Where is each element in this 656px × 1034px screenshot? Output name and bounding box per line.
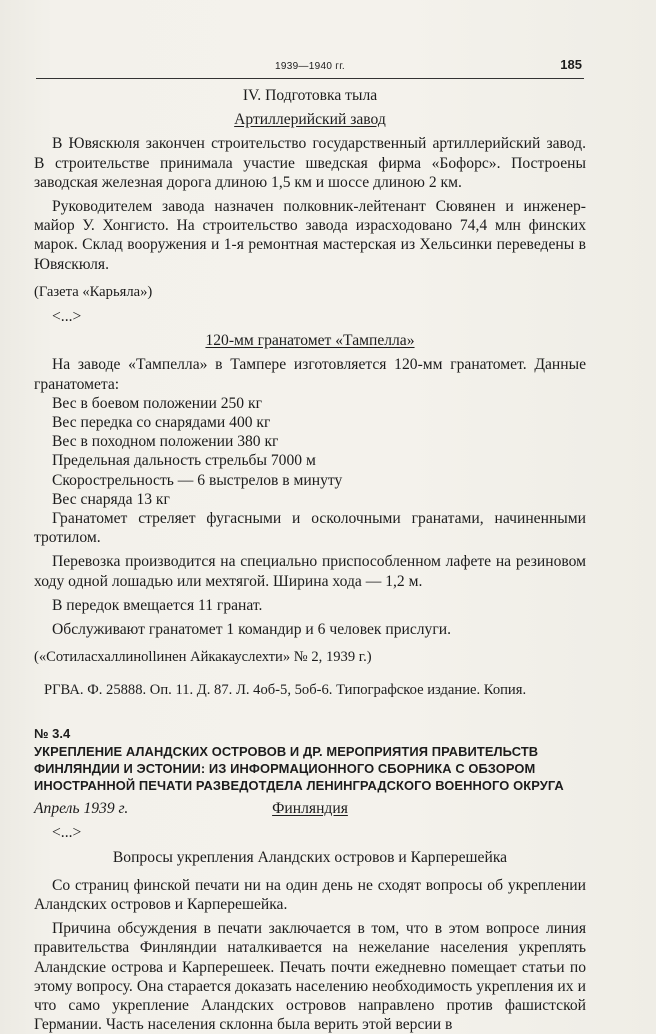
running-header — [36, 56, 584, 79]
source-note: (Газета «Карьяла») — [34, 283, 153, 300]
paragraph: Руководителем завода назначен полковник-лейтенант Сювянен и инженер-майор У. Хонгисто. На строительство завода израсходовано 74,4 млн финских марок. Склад вооружения и 1-я ремонтная мастерская из Хельсинки переведены в Ювяскюля. — [34, 198, 586, 273]
document-title: УКРЕПЛЕНИЕ АЛАНДСКИХ ОСТРОВОВ И ДР. МЕРОПРИЯТИЯ ПРАВИТЕЛЬСТВ ФИНЛЯНДИИ И ЭСТОНИИ: ИЗ ИНФОРМАЦИОННОГО СБОРНИКА С ОБЗОРОМ ИНОСТРАННОЙ ПЕЧАТИ РАЗВЕДОТДЕЛА ЛЕНИНГРАДСКОГО ВОЕННОГО ОКРУГА — [34, 743, 564, 793]
paragraph: Со страниц финской печати ни на один день не сходят вопросы об укреплении Аландских островов и Карперешейка. — [34, 876, 586, 913]
paragraph: На заводе «Тампелла» в Тампере изготовляется 120-мм гранатомет. Данные гранатомета: — [34, 356, 586, 393]
page-number: 185 — [560, 57, 582, 72]
subheading-mortar: 120-мм гранатомет «Тампелла» — [205, 332, 415, 350]
paragraph: Перевозка производится на специально приспособленном лафете на резиновом ходу одной лошадью или мехтягой. Ширина хода — 1,2 м. — [34, 553, 586, 590]
subheading-artillery-plant: Артиллерийский завод — [234, 111, 386, 129]
spec-line: Вес в боевом положении 250 кг — [52, 394, 262, 412]
document-number: № 3.4 — [34, 725, 71, 741]
spec-line: Предельная дальность стрельбы 7000 м — [52, 452, 316, 470]
page-body — [34, 86, 586, 1034]
text-line: В передок вмещается 11 гранат. — [52, 596, 263, 614]
running-title: 1939—1940 гг. — [274, 61, 346, 72]
source-note: («Сотиласхаллинollинен Айкакауслехти» № 2, 1939 г.) — [34, 649, 372, 666]
spec-line: Вес снаряда 13 кг — [52, 490, 170, 508]
spec-line: Вес передка со снарядами 400 кг — [52, 414, 271, 432]
paragraph: Причина обсуждения в печати заключается в том, что в этом вопросе линия правительства Финляндии наталкивается на нежелание населения укреплять Аландские острова и Карперешеек. Печать почти ежедневно помещает статьи по этому вопросу. Она старается доказать населению необходимость укрепления их и что само укрепление Аландских островов направлено против фашистской Германии. Часть населения склонна была верить этой версии в — [34, 920, 586, 1034]
document-date: Апрель 1939 г. — [34, 799, 129, 817]
spec-line: Вес в походном положении 380 кг — [52, 433, 279, 451]
country-heading: Финляндия — [272, 800, 348, 818]
text-line: Обслуживают гранатомет 1 командир и 6 человек прислуги. — [52, 621, 451, 639]
document-subheading: Вопросы укрепления Аландских островов и Карперешейка — [112, 848, 508, 866]
omission-mark: <...> — [52, 308, 82, 326]
omission-mark: <...> — [52, 824, 82, 842]
archive-reference: РГВА. Ф. 25888. Оп. 11. Д. 87. Л. 4об-5, 5об-6. Типографское издание. Копия. — [44, 682, 527, 699]
spec-line: Скорострельность — 6 выстрелов в минуту — [52, 471, 343, 489]
paragraph: Гранатомет стреляет фугасными и осколочными гранатами, начиненными тротилом. — [34, 510, 586, 547]
section-heading: IV. Подготовка тыла — [242, 87, 378, 104]
paragraph: В Ювяскюля закончен строительство государственный артиллерийский завод. В строительстве принимала участие шведская фирма «Бофорс». Построены заводская железная дорога длиною 1,5 км и шоссе длиною 2 км. — [34, 135, 586, 191]
